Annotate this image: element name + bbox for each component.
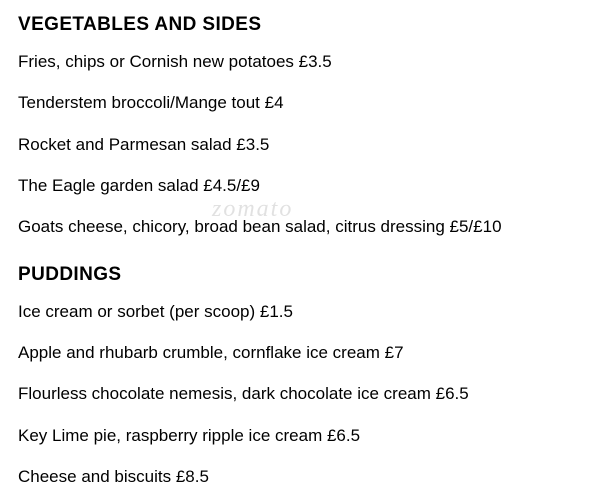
watermark: zomato	[212, 196, 294, 222]
section-heading-puddings: PUDDINGS	[18, 263, 122, 285]
menu-item: Cheese and biscuits £8.5	[18, 467, 209, 487]
menu-item: Apple and rhubarb crumble, cornflake ice cream £7	[18, 343, 404, 363]
section-heading-vegetables-and-sides: VEGETABLES AND SIDES	[18, 14, 262, 35]
menu-item: Rocket and Parmesan salad £3.5	[18, 134, 270, 154]
menu-item: The Eagle garden salad £4.5/£9	[18, 176, 260, 196]
menu-item: Tenderstem broccoli/Mange tout £4	[18, 93, 284, 113]
menu-item: Goats cheese, chicory, broad bean salad, citrus dressing £5/£10	[18, 217, 502, 237]
menu-item: Fries, chips or Cornish new potatoes £3.5	[18, 51, 332, 71]
menu-item: Ice cream or sorbet (per scoop) £1.5	[18, 301, 293, 321]
menu-item: Key Lime pie, raspberry ripple ice cream £6.5	[18, 425, 361, 445]
menu-item: Flourless chocolate nemesis, dark chocolate ice cream £6.5	[18, 384, 469, 404]
